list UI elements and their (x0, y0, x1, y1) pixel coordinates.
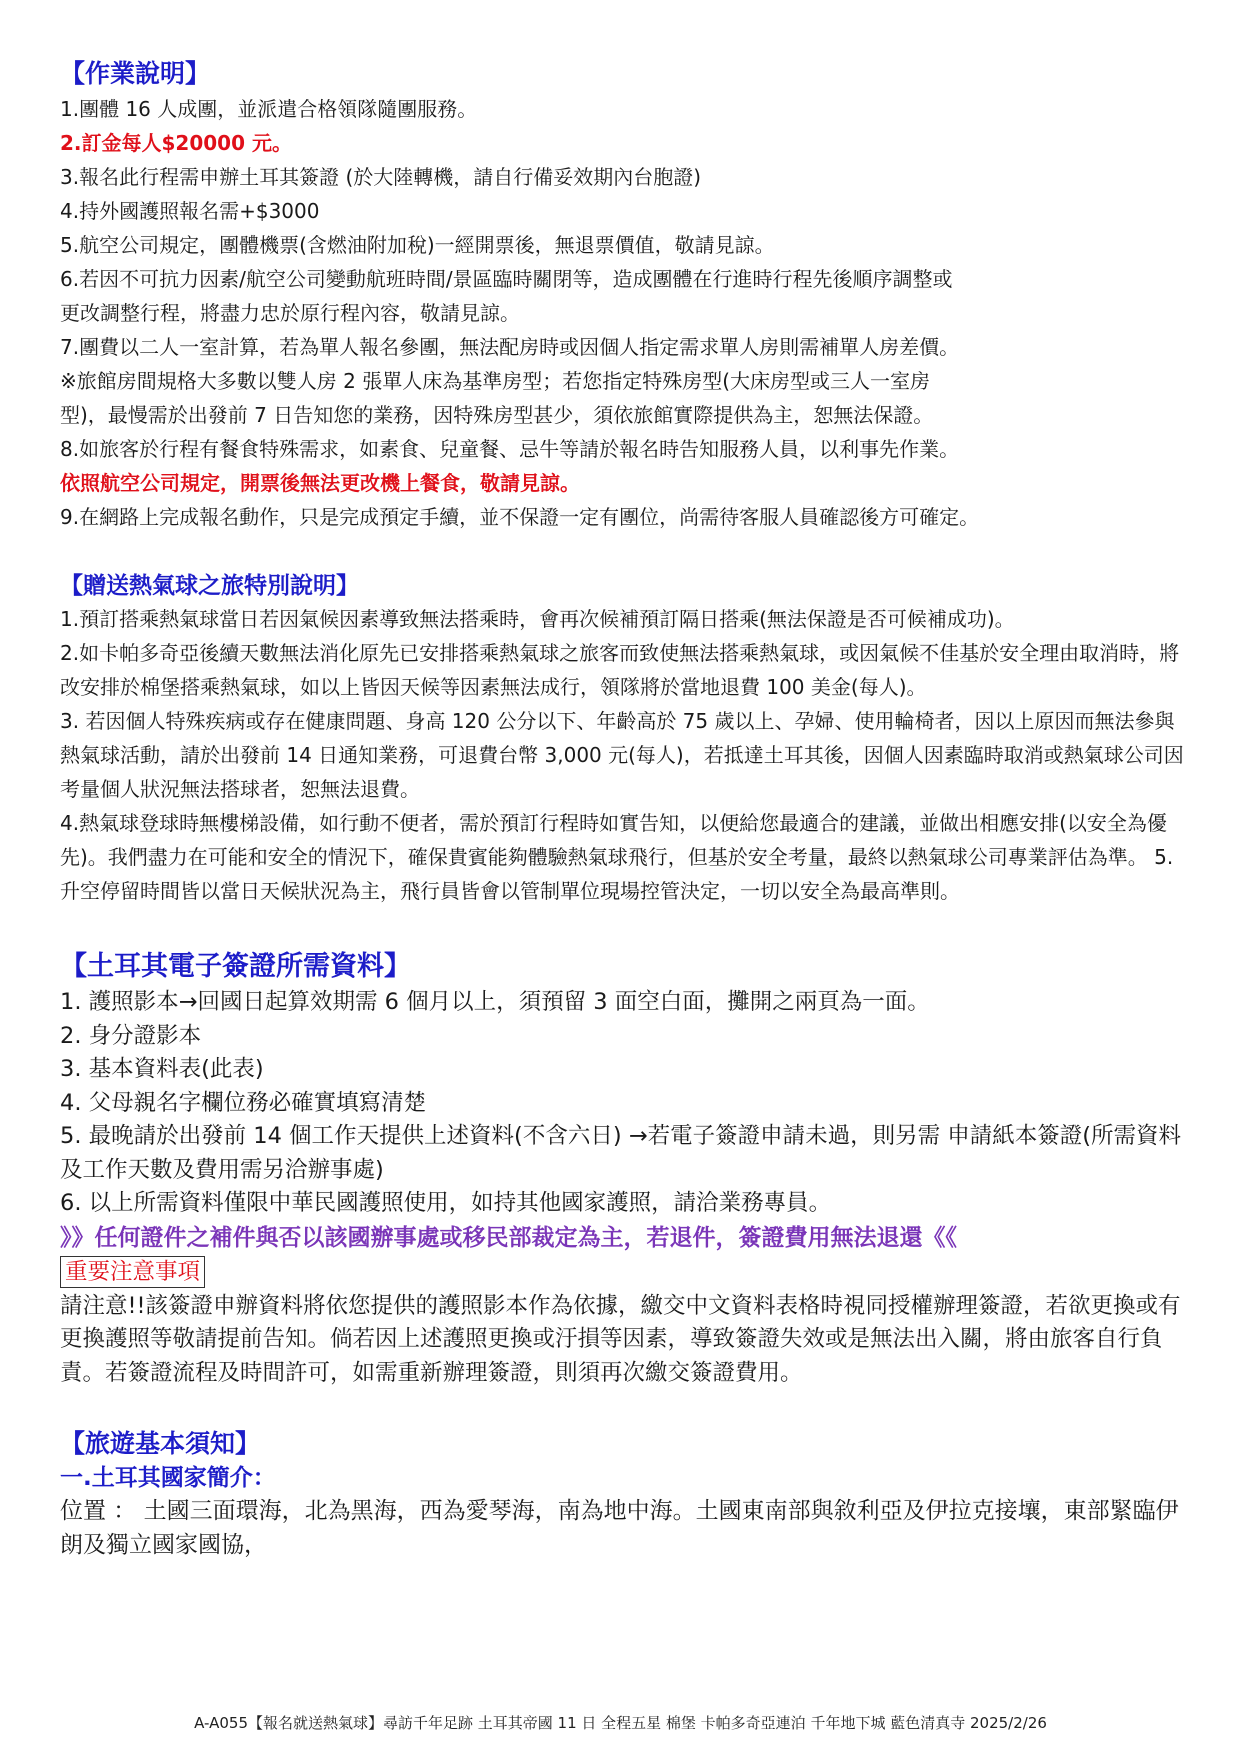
page-footer: A-A055【報名就送熱氣球】尋訪千年足跡 土耳其帝國 11 日 全程五星 棉堡 卡帕多奇亞連泊 千年地下城 藍色清真寺 2025/2/26 (194, 1714, 1047, 1732)
section-visa-title: 【土耳其電子簽證所需資料】 (60, 951, 411, 982)
operation-line: 5.航空公司規定，團體機票(含燃油附加稅)一經開票後，無退票價值，敬請見諒。 (60, 233, 775, 257)
visa-line: 4. 父母親名字欄位務必確實填寫清楚 (60, 1089, 427, 1116)
balloon-paragraph: 3. 若因個人特殊疾病或存在健康問題、身高 120 公分以下、年齡高於 75 歲以上、孕婦、使用輪椅者，因以上原因而無法參與熱氣球活動，請於出發前 14 日通知業務，可退費台幣 3,000 元(每人)，若抵達土耳其後，因個人因素臨時取消或熱氣球公司因考量個人狀況無法搭球者，恕無法退費。 (60, 709, 1184, 801)
visa-line: 5. 最晚請於出發前 14 個工作天提供上述資料(不含六日) →若電子簽證申請未過，則另需 申請紙本簽證(所需資料及工作天數及費用需另洽辦事處) (60, 1123, 1182, 1183)
visa-line: 2. 身分證影本 (60, 1022, 202, 1049)
section-visa-body (60, 986, 1192, 1221)
section-travel-basics-title: 【旅遊基本須知】 (60, 1429, 261, 1458)
operation-line: 7.團費以二人一室計算，若為單人報名參團，無法配房時或因個人指定需求單人房則需補單人房差價。 (60, 335, 960, 359)
operation-line: 4.持外國護照報名需+$3000 (60, 199, 320, 223)
balloon-paragraph: 2.如卡帕多奇亞後續天數無法消化原先已安排搭乘熱氣球之旅客而致使無法搭乘熱氣球，或因氣候不佳基於安全理由取消時，將改安排於棉堡搭乘熱氣球，如以上皆因天候等因素無法成行，領隊將於當地退費 100 美金(每人)。 (60, 641, 1180, 699)
visa-line: 3. 基本資料表(此表) (60, 1056, 264, 1082)
balloon-paragraph: 1.預訂搭乘熱氣球當日若因氣候因素導致無法搭乘時，會再次候補預訂隔日搭乘(無法保證是否可候補成功)。 (60, 607, 1015, 631)
balloon-paragraph: 4.熱氣球登球時無樓梯設備，如行動不便者，需於預訂行程時如實告知，以便給您最適合的建議，並做出相應安排(以安全為優先)。我們盡力在可能和安全的情況下，確保貴賓能夠體驗熱氣球飛行，但基於安全考量，最終以熱氣球公司專業評估為準。 5.升空停留時間皆以當日天候狀況為主，飛行員皆會以管制單位現場控管決定，一切以安全為最高準則。 (60, 811, 1174, 903)
operation-line: 6.若因不可抗力因素/航空公司變動航班時間/景區臨時關閉等，造成團體在行進時行程先後順序調整或 (60, 267, 953, 291)
visa-notice: 請注意!!該簽證申辦資料將依您提供的護照影本作為依據，繳交中文資料表格時視同授權辦理簽證，若欲更換或有更換護照等敬請提前告知。倘若因上述護照更換或汙損等因素，導致簽證失效或是無法出入關，將由旅客自行負責。若簽證流程及時間許可，如需重新辦理簽證，則須再次繳交簽證費用。 (60, 1292, 1181, 1386)
section-balloon-title: 【贈送熱氣球之旅特別說明】 (60, 573, 359, 599)
operation-line: 9.在網路上完成報名動作，只是完成預定手續，並不保證一定有團位，尚需待客服人員確認後方可確定。 (60, 505, 980, 529)
operation-line-deposit: 2.訂金每人$20000 元。 (60, 131, 292, 155)
operation-line: 1.團體 16 人成團，並派遣合格領隊隨團服務。 (60, 97, 478, 121)
operation-line: 型)，最慢需於出發前 7 日告知您的業務，因特殊房型甚少，須依旅館實際提供為主，恕無法保證。 (60, 403, 934, 427)
visa-warning: 》》任何證件之補件與否以該國辦事處或移民部裁定為主，若退件，簽證費用無法退還《《 (60, 1224, 957, 1251)
turkey-location-text: 位置 ： 土國三面環海，北為黑海，西為愛琴海，南為地中海。土國東南部與敘利亞及伊拉克接壤，東部緊臨伊朗及獨立國家國協， (60, 1498, 1179, 1558)
visa-notice-body (60, 1290, 1192, 1391)
operation-line: ※旅館房間規格大多數以雙人房 2 張單人床為基準房型；若您指定特殊房型(大床房型或三人一室房 (60, 369, 930, 393)
section-balloon-body (60, 602, 1192, 908)
turkey-intro-subtitle: 一.土耳其國家簡介： (60, 1465, 276, 1491)
operation-line: 更改調整行程，將盡力忠於原行程內容，敬請見諒。 (60, 301, 520, 325)
section-operation-body (60, 92, 1192, 534)
visa-line: 6. 以上所需資料僅限中華民國護照使用，如持其他國家護照，請洽業務專員。 (60, 1190, 832, 1216)
travel-basics-body (60, 1494, 1192, 1562)
operation-line: 8.如旅客於行程有餐食特殊需求，如素食、兒童餐、忌牛等請於報名時告知服務人員，以利事先作業。 (60, 437, 960, 461)
document-page (60, 56, 1192, 1562)
operation-line-meal-notice: 依照航空公司規定，開票後無法更改機上餐食，敬請見諒。 (60, 471, 580, 495)
operation-line: 3.報名此行程需申辦土耳其簽證 (於大陸轉機，請自行備妥效期內台胞證) (60, 165, 702, 189)
visa-line: 1. 護照影本→回國日起算效期需 6 個月以上，須預留 3 面空白面，攤開之兩頁為一面。 (60, 989, 930, 1015)
section-operation-title: 【作業說明】 (60, 59, 211, 88)
important-notice-label: 重要注意事項 (60, 1256, 205, 1288)
